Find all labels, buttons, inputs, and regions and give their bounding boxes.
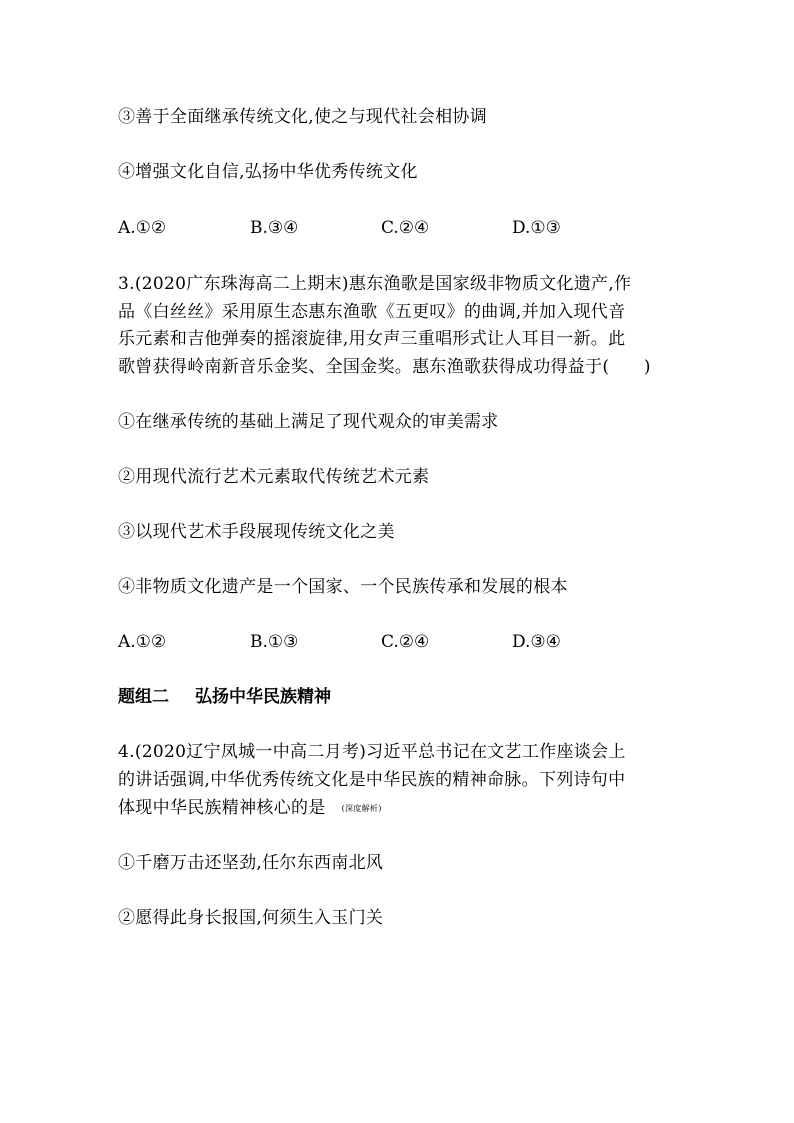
prev-option-b: B.③④ bbox=[250, 218, 299, 238]
section-heading bbox=[118, 686, 331, 708]
prev-option-a: A.①② bbox=[118, 218, 167, 238]
prev-option-c: C.②④ bbox=[381, 218, 430, 238]
q3-stem-line-4: 歌曾获得岭南新音乐金奖、全国金奖。惠东渔歌获得成功得益于( ) bbox=[118, 357, 651, 377]
q3-stem-line-3: 乐元素和吉他弹奏的摇滚旋律,用女声三重唱形式让人耳目一新。此 bbox=[118, 329, 626, 349]
q3-item-2: ②用现代流行艺术元素取代传统艺术元素 bbox=[118, 467, 430, 487]
prev-option-d: D.①③ bbox=[512, 218, 561, 238]
q3-item-1: ①在继承传统的基础上满足了现代观众的审美需求 bbox=[118, 412, 499, 432]
q4-stem-line-1: 4.(2020辽宁凤城一中高二月考)习近平总书记在文艺工作座谈会上 bbox=[118, 742, 626, 762]
q4-stem-line-3 bbox=[118, 797, 382, 820]
q4-stem-line-2: 的讲话强调,中华优秀传统文化是中华民族的精神命脉。下列诗句中 bbox=[118, 770, 626, 790]
q3-option-b: B.①③ bbox=[250, 632, 299, 652]
q4-item-2: ②愿得此身长报国,何须生入玉门关 bbox=[118, 908, 384, 928]
q4-item-1: ①千磨万击还坚劲,任尔东西南北风 bbox=[118, 853, 384, 873]
q3-option-d: D.③④ bbox=[512, 632, 561, 652]
prev-item-4: ④增强文化自信,弘扬中华优秀传统文化 bbox=[118, 162, 418, 182]
q3-stem-line-2: 品《白丝丝》采用原生态惠东渔歌《五更叹》的曲调,并加入现代音 bbox=[118, 302, 626, 322]
section-label: 题组二 bbox=[118, 687, 169, 707]
q3-item-4: ④非物质文化遗产是一个国家、一个民族传承和发展的根本 bbox=[118, 577, 568, 597]
q3-stem-line-1: 3.(2020广东珠海高二上期末)惠东渔歌是国家级非物质文化遗产,作 bbox=[118, 274, 632, 294]
section-title: 弘扬中华民族精神 bbox=[195, 687, 331, 707]
prev-item-3: ③善于全面继承传统文化,使之与现代社会相协调 bbox=[118, 107, 488, 127]
q4-stem-text: 体现中华民族精神核心的是 bbox=[118, 798, 326, 818]
q4-tag: (深度解析) bbox=[341, 803, 382, 813]
q3-item-3: ③以现代艺术手段展现传统文化之美 bbox=[118, 522, 395, 542]
q3-option-c: C.②④ bbox=[381, 632, 430, 652]
q3-option-a: A.①② bbox=[118, 632, 167, 652]
